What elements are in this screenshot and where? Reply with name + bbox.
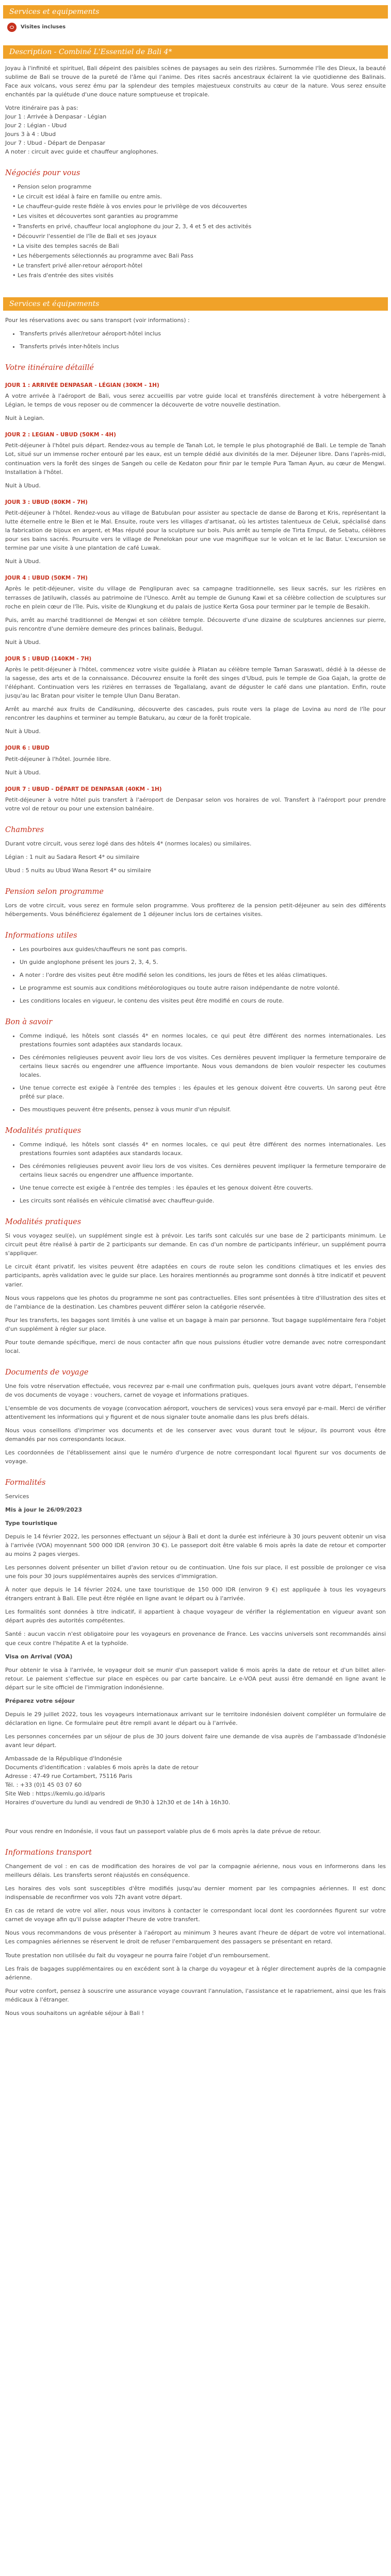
day-para: Nuit à Legian.: [5, 415, 45, 422]
services-list: [5, 329, 386, 351]
list-item: • Les visites et découvertes sont garanties au programme: [12, 212, 386, 221]
list-item: • Les conditions locales en vigueur, le contenu des visites peut être modifié en cours de route.: [20, 996, 386, 1005]
list-item: • Le circuit est idéal à faire en famille ou entre amis.: [12, 192, 386, 201]
formalities-para: Pour vous rendre en Indonésie, il vous faut un passeport valable plus de 6 mois après la date prévue de retour.: [5, 1828, 321, 1835]
list-item: • La visite des temples sacrés de Bali: [12, 242, 386, 250]
day-heading: JOUR 1 : ARRIVÉE DENPASAR - LÉGIAN (30KM - 1H): [5, 382, 159, 388]
description-intro: [5, 64, 386, 156]
list-item: • A noter : l'ordre des visites peut être modifié selon les conditions, les jours de fêtes et les aléas climatiques.: [20, 971, 386, 979]
practical-list: [5, 1140, 386, 1205]
intro-para: Joyau à l'infinité et spirituel, Bali dépeint des paisibles scènes de paysages au sein des rizières. Surnommée l'île des Dieux, la beauté sublime de Bali se trouve de la pureté de l'âme qui l'anime. Des rites sacrés ancestraux éclairent la vie quotidienne des Balinais. Face aux volcans, vous serez ému par la splendeur des temples majestueux construits au cœur de la nature. Vous serez ensuite enchantés par la quiétude d'une douce nature somptueuse et tropicale.: [5, 65, 386, 98]
formalities-para: Type touristique: [5, 1519, 58, 1527]
list-item: • Transferts en privé, chauffeur local anglophone du jour 2, 3, 4 et 5 et des activités: [12, 222, 386, 231]
day-para: Petit-déjeuner à votre hôtel puis transfert à l'aéroport de Denpasar selon vos horaires de vol. Transfert à l'aéroport pour prendre votre vol de retour ou pour une extension balnéaire.: [5, 796, 386, 812]
practical-para: Nous vous rappelons que les photos du programme ne sont pas contractuelles. Elles sont présentées à titre d'illustration des sites et de l'ambiance de la destination. Les chambres peuvent différer selon la catégorie réservée.: [5, 1294, 386, 1310]
day-heading: JOUR 4 : UBUD (50KM - 7H): [5, 575, 88, 582]
formalities-para: Horaires d'ouverture du lundi au vendredi de 9h30 à 12h30 et de 14h à 16h30.: [5, 1799, 231, 1806]
intro-para: Votre itinéraire pas à pas:: [5, 105, 78, 112]
day-para: Puis, arrêt au marché traditionnel de Mengwi et son célèbre temple. Découverte d'une dizaine de sculptures anciennes sur pierre, puis rencontre d'une dernière demeure des princes balinais, Bedugul.: [5, 616, 386, 632]
practical-para: Pour toute demande spécifique, merci de nous contacter afin que nous puissions étudier votre demande avec notre correspondant local.: [5, 1338, 386, 1354]
list-item: • Une tenue correcte est exigée à l'entrée des temples : les épaules et les genoux doivent être couverts. Un sarong peut être prêté sur place.: [20, 1083, 386, 1101]
day-para: A votre arrivée à l'aéroport de Bali, vous serez accueillis par votre guide local et transférés directement à votre hébergement à Légian, le temps de vous reposer ou de commencer la découverte de votre nouvelle destination.: [5, 393, 386, 409]
formalities-para: Depuis le 29 juillet 2022, tous les voyageurs internationaux arrivant sur le territoire indonésien doivent compléter un formulaire de déclaration en ligne. Ce formulaire peut être rempli avant le départ ou à l'arrivée.: [5, 1710, 386, 1726]
formalities-para: Les formalités sont données à titre indicatif, il appartient à chaque voyageur de vérifier la réglementation en vigueur avant son départ auprès des autorités compétentes.: [5, 1608, 386, 1624]
documents-title: Documents de voyage: [5, 1368, 89, 1377]
day-heading: JOUR 6 : UBUD: [5, 745, 50, 752]
hotels-para: Ubud : 5 nuits au Ubud Wana Resort 4* ou similaire: [5, 867, 151, 874]
visits-included-label: Visites incluses: [21, 24, 66, 30]
transport-para: Toute prestation non utilisée du fait du voyageur ne pourra faire l'objet d'un remboursement.: [5, 1952, 270, 1959]
formalities-para: Santé : aucun vaccin n'est obligatoire pour les voyageurs en provenance de France. Les vaccins universels sont recommandés ainsi que ceux contre l'hépatite A et la typhoïde.: [5, 1631, 386, 1647]
list-item: • Des cérémonies religieuses peuvent avoir lieu lors de vos visites. Ces dernières peuvent impliquer la fermeture temporaire de certains lieux sacrés ou engendrer une affluence importante.: [20, 1162, 386, 1179]
day-para: Petit-déjeuner à l'hôtel. Journée libre.: [5, 755, 111, 762]
services-intro: Pour les réservations avec ou sans transport (voir informations) :: [5, 316, 190, 324]
intro-para: Jour 1 : Arrivée à Denpasar - Légian: [5, 113, 107, 121]
list-item: • Transferts privés inter-hôtels inclus: [20, 342, 386, 351]
list-item: • Comme indiqué, les hôtels sont classés 4* en normes locales, ce qui peut être différent des normes internationales. Les prestations fournies sont adaptées aux standards locaux.: [20, 1031, 386, 1049]
formalities-para: Services: [5, 1493, 29, 1500]
day-para: Petit-déjeuner à l'hôtel puis départ. Rendez-vous au temple de Tanah Lot, le temple le plus photographié de Bali. Le temple de Tanah Lot, situé sur un immense rocher entouré par les eaux, est un temple dédié aux divinités de la mer. Déjeuner libre. Dans l'après-midi, continuation vers la forêt des singes de Sangeh ou celle de Kedaton pour finir par le temple Pura Taman Ayun, au cœur de Mengwi. Installation à l'hôtel.: [5, 442, 386, 476]
visits-included-link[interactable]: [7, 23, 391, 32]
list-item: • Les frais d'entrée des sites visités: [12, 271, 386, 280]
hotels-title: Chambres: [5, 826, 44, 835]
good-to-know-list: [5, 1031, 386, 1114]
list-item: • Le transfert privé aller-retour aéroport-hôtel: [12, 261, 386, 270]
transport-para: Changement de vol : en cas de modification des horaires de vol par la compagnie aérienne, nous vous en informerons dans les meilleurs délais. Les transferts seront réajustés en conséquence.: [5, 1863, 386, 1879]
intro-para: Jour 7 : Ubud - Départ de Denpasar: [5, 140, 106, 147]
list-item: • Transferts privés aller/retour aéroport-hôtel inclus: [20, 329, 386, 338]
transport-para: Pour votre confort, pensez à souscrire une assurance voyage couvrant l'annulation, l'assistance et le rapatriement, ainsi que les frais médicaux à l'étranger.: [5, 1987, 386, 2003]
reasons-list: [5, 182, 386, 279]
formalities-link[interactable]: Site Web : https://kemlu.go.id/paris: [5, 1790, 105, 1798]
transport-para: En cas de retard de votre vol aller, nous vous invitons à contacter le correspondant local dont les coordonnées figurent sur votre carnet de voyage afin qu'il puisse adapter l'heure de votre transfert.: [5, 1907, 386, 1923]
pension-title: Pension selon programme: [5, 888, 104, 896]
pension-para: Lors de votre circuit, vous serez en formule selon programme. Vous profiterez de la pension petit-déjeuner au sein des différents hébergements. Vous bénéficierez également de 1 déjeuner inclus lors de certaines visites.: [5, 902, 386, 918]
list-item: • Pension selon programme: [12, 182, 386, 191]
services-content: [0, 316, 391, 2018]
formalities-para: Visa on Arrival (VOA): [5, 1653, 73, 1660]
practical-para: Si vous voyagez seul(e), un supplément single est à prévoir. Les tarifs sont calculés sur une base de 2 participants minimum. Le circuit peut être réalisé à partir de 2 participants sur demande. En cas d'un nombre de participants inférieur, un supplément pourra s'appliquer.: [5, 1232, 386, 1257]
day-heading: JOUR 7 : UBUD - DÉPART DE DENPASAR (40KM - 1H): [5, 786, 162, 792]
practical-para: Le circuit étant privatif, les visites peuvent être adaptées en cours de route selon les conditions climatiques et les envies des participants, après validation avec le guide sur place. Les horaires mentionnés au programme sont donnés à titre indicatif et peuvent varier.: [5, 1263, 386, 1288]
formalities-para: Adresse : 47-49 rue Cortambert, 75116 Paris: [5, 1773, 133, 1780]
practical-para: Pour les transferts, les bagages sont limités à une valise et un bagage à main par personne. Tout bagage supplémentaire fera l'objet d'un supplément à régler sur place.: [5, 1316, 386, 1332]
list-item: • Des moustiques peuvent être présents, pensez à vous munir d'un répulsif.: [20, 1105, 386, 1114]
infos-list: [5, 945, 386, 1005]
documents-para: L'ensemble de vos documents de voyage (convocation aéroport, vouchers de services) vous sera envoyé par e-mail. Merci de vérifier attentivement les informations qui y figurent et de nous signaler toute anomalie dans les plus brefs délais.: [5, 1404, 386, 1420]
intro-para: Jour 2 : Légian - Ubud: [5, 122, 67, 129]
formalities-title: Formalités: [5, 1479, 46, 1487]
day-para: Petit-déjeuner à l'hôtel. Rendez-vous au village de Batubulan pour assister au spectacle de danse de Barong et Kris, représentant la lutte éternelle entre le Bien et le Mal. Ensuite, route vers les villages d'artisanat, où les artistes talentueux de Celuk, spécialisé dans la fabrication de bijoux en argent, et Mas réputé pour la sculpture sur bois. Puis arrêt au temple de Tirta Empul, de Sebatu, célèbres pour ses bains sacrés. Poursuite vers le village de Penelokan pour une vue magnifique sur le volcan et le lac Batur. L'excursion se termine par une visite à une plantation de café Luwak.: [5, 509, 386, 552]
spacer: [5, 1811, 386, 1827]
content: [0, 64, 391, 280]
formalities-para: Mis à jour le 26/09/2023: [5, 1506, 83, 1513]
transport-para: Les frais de bagages supplémentaires ou en excédent sont à la charge du voyageur et à régler directement auprès de la compagnie aérienne.: [5, 1965, 386, 1981]
formalities-para: Depuis le 14 février 2022, les personnes effectuant un séjour à Bali et dont la durée est inférieure à 30 jours peuvent obtenir un visa à l'arrivée (VOA) moyennant 500 000 IDR (environ 30 €). Le passeport doit être valable 6 mois après la date de retour et comporter au moins 2 pages vierges.: [5, 1533, 386, 1558]
services-equipment-band: Services et équipements: [3, 297, 388, 311]
list-item: • Découvrir l'essentiel de l'île de Bali et ses joyaux: [12, 232, 386, 241]
transport-title: Informations transport: [5, 1849, 92, 1857]
formalities-para: Ambassade de la République d'Indonésie: [5, 1755, 122, 1762]
day-para: Arrêt au marché aux fruits de Candikuning, découverte des cascades, puis route vers la plage de Lovina au nord de l'île pour rencontrer les dauphins et terminer au temple Batukaru, au cœur de la forêt tropicale.: [5, 706, 386, 722]
list-item: • Une tenue correcte est exigée à l'entrée des temples : les épaules et les genoux doivent être couverts.: [20, 1183, 386, 1192]
transport-para: Nous vous souhaitons un agréable séjour à Bali !: [5, 2009, 144, 2016]
eye-icon: [7, 23, 17, 32]
intro-para: Jours 3 à 4 : Ubud: [5, 131, 56, 138]
hotels-para: Durant votre circuit, vous serez logé dans des hôtels 4* (normes locales) ou similaires.: [5, 840, 252, 847]
day-para: Nuit à Ubud.: [5, 728, 41, 735]
infos-title: Informations utiles: [5, 931, 77, 940]
list-item: • Les hébergements sélectionnés au programme avec Bali Pass: [12, 251, 386, 260]
practical-title-2: Modalités pratiques: [5, 1218, 82, 1227]
good-to-know-title: Bon à savoir: [5, 1018, 53, 1027]
day-heading: JOUR 2 : LEGIAN - UBUD (50KM - 4H): [5, 432, 116, 438]
intro-para: A noter : circuit avec guide et chauffeur anglophones.: [5, 148, 158, 156]
description-band: Description - Combiné L'Essentiel de Bali 4*: [3, 45, 388, 59]
list-item: • Les pourboires aux guides/chauffeurs ne sont pas compris.: [20, 945, 386, 954]
day-para: Après le petit-déjeuner, visite du village de Penglipuran avec sa campagne traditionnelle, ses lieux sacrés, sur les rizières en terrasses de Jatiluwih, classés au patrimoine de l'Unesco. Arrêt au temple de Gunung Kawi et sa célèbre collection de sculptures sur roche en plein cœur de l'île. Puis, visite de Klungkung et du palais de justice Kerta Gosa pour terminer par le temple de Besakih.: [5, 585, 386, 610]
formalities-para: Préparez votre séjour: [5, 1697, 75, 1704]
services-banner: Services et equipements: [3, 5, 388, 19]
documents-para: Les coordonnées de l'établissement ainsi que le numéro d'urgence de notre correspondant local figurent sur vos documents de voyage.: [5, 1449, 386, 1465]
list-item: • Des cérémonies religieuses peuvent avoir lieu lors de vos visites. Ces dernières peuvent impliquer la fermeture temporaire de certains lieux sacrés ou engendrer une affluence importante. Nous vous demandons de bien vouloir respecter les coutumes locales.: [20, 1053, 386, 1079]
list-item: • Les circuits sont réalisés en véhicule climatisé avec chauffeur-guide.: [20, 1196, 386, 1205]
day-para: Nuit à Ubud.: [5, 769, 41, 776]
transport-para: Les horaires des vols sont susceptibles d'être modifiés jusqu'au dernier moment par les compagnies aériennes. Il est donc indispensable de reconfirmer vos vols 72h avant votre départ.: [5, 1885, 386, 1901]
list-item: • Comme indiqué, les hôtels sont classés 4* en normes locales, ce qui peut être différent des normes internationales. Les prestations fournies sont adaptées aux standards locaux.: [20, 1140, 386, 1158]
list-item: • Le chauffeur-guide reste fidèle à vos envies pour le privilège de vos découvertes: [12, 202, 386, 211]
day-heading: JOUR 3 : UBUD (80KM - 7H): [5, 499, 88, 505]
day-para: Nuit à Ubud.: [5, 482, 41, 489]
itinerary-title: Votre itinéraire détaillé: [5, 363, 94, 372]
day-para: Nuit à Ubud.: [5, 638, 41, 646]
formalities-para: Tél. : +33 (0)1 45 03 07 60: [5, 1782, 82, 1789]
formalities-para: Documents d'identification : valables 6 mois après la date de retour: [5, 1764, 199, 1771]
transport-para: Nous vous recommandons de vous présenter à l'aéroport au minimum 3 heures avant l'heure de départ de votre vol international. Les compagnies aériennes se réservent le droit de refuser l'embarquement des passagers se présentant en retard.: [5, 1929, 386, 1945]
day-heading: JOUR 5 : UBUD (140KM - 7H): [5, 655, 92, 662]
day-para: Nuit à Ubud.: [5, 558, 41, 565]
formalities-para: À noter que depuis le 14 février 2024, une taxe touristique de 150 000 IDR (environ 9 €) est appliquée à tous les voyageurs étrangers entrant à Bali. Elle peut être réglée en ligne avant le départ ou à l'arrivée.: [5, 1586, 386, 1602]
formalities-para: Les personnes doivent présenter un billet d'avion retour ou de continuation. Une fois sur place, il est possible de prolonger ce visa une fois pour 30 jours supplémentaires auprès des services d'immigration.: [5, 1564, 386, 1580]
formalities-para: Pour obtenir le visa à l'arrivée, le voyageur doit se munir d'un passeport valide 6 mois après la date de retour et d'un billet aller-retour. Le paiement s'effectue sur place en espèces ou par carte bancaire. Le e-VOA peut aussi être demandé en ligne avant le départ sur le site officiel de l'immigration indonésienne.: [5, 1666, 386, 1691]
day-para: Après le petit-déjeuner à l'hôtel, commencez votre visite guidée à Pliatan au célèbre temple Taman Saraswati, dédié à la déesse de la sagesse, des arts et de la connaissance. Découvrez ensuite la forêt des singes d'Ubud, puis le temple de Goa Gajah, la grotte de l'éléphant. Continuation vers les rizières en terrasses de Tegallalang, avant de déguster le café dans une plantation. Enfin, route jusqu'au lac Bratan pour visiter le temple Ulun Danu Beratan.: [5, 666, 386, 700]
documents-para: Une fois votre réservation effectuée, vous recevrez par e-mail une confirmation puis, quelques jours avant votre départ, l'ensemble de vos documents de voyage : vouchers, carnet de voyage et informations pratiques.: [5, 1382, 386, 1398]
reasons-title: Négociés pour vous: [5, 169, 80, 178]
formalities-para: Les personnes concernées par un séjour de plus de 30 jours doivent faire une demande de visa auprès de l'ambassade d'Indonésie avant leur départ.: [5, 1733, 386, 1749]
practical-title: Modalités pratiques: [5, 1127, 82, 1136]
list-item: • Un guide anglophone présent les jours 2, 3, 4, 5.: [20, 958, 386, 967]
hotels-para: Légian : 1 nuit au Sadara Resort 4* ou similaire: [5, 853, 140, 860]
documents-para: Nous vous conseillons d'imprimer vos documents et de les conserver avec vous durant tout le séjour, ils pourront vous être demandés par nos correspondants locaux.: [5, 1427, 386, 1443]
list-item: • Le programme est soumis aux conditions météorologiques ou toute autre raison indépendante de notre volonté.: [20, 984, 386, 992]
